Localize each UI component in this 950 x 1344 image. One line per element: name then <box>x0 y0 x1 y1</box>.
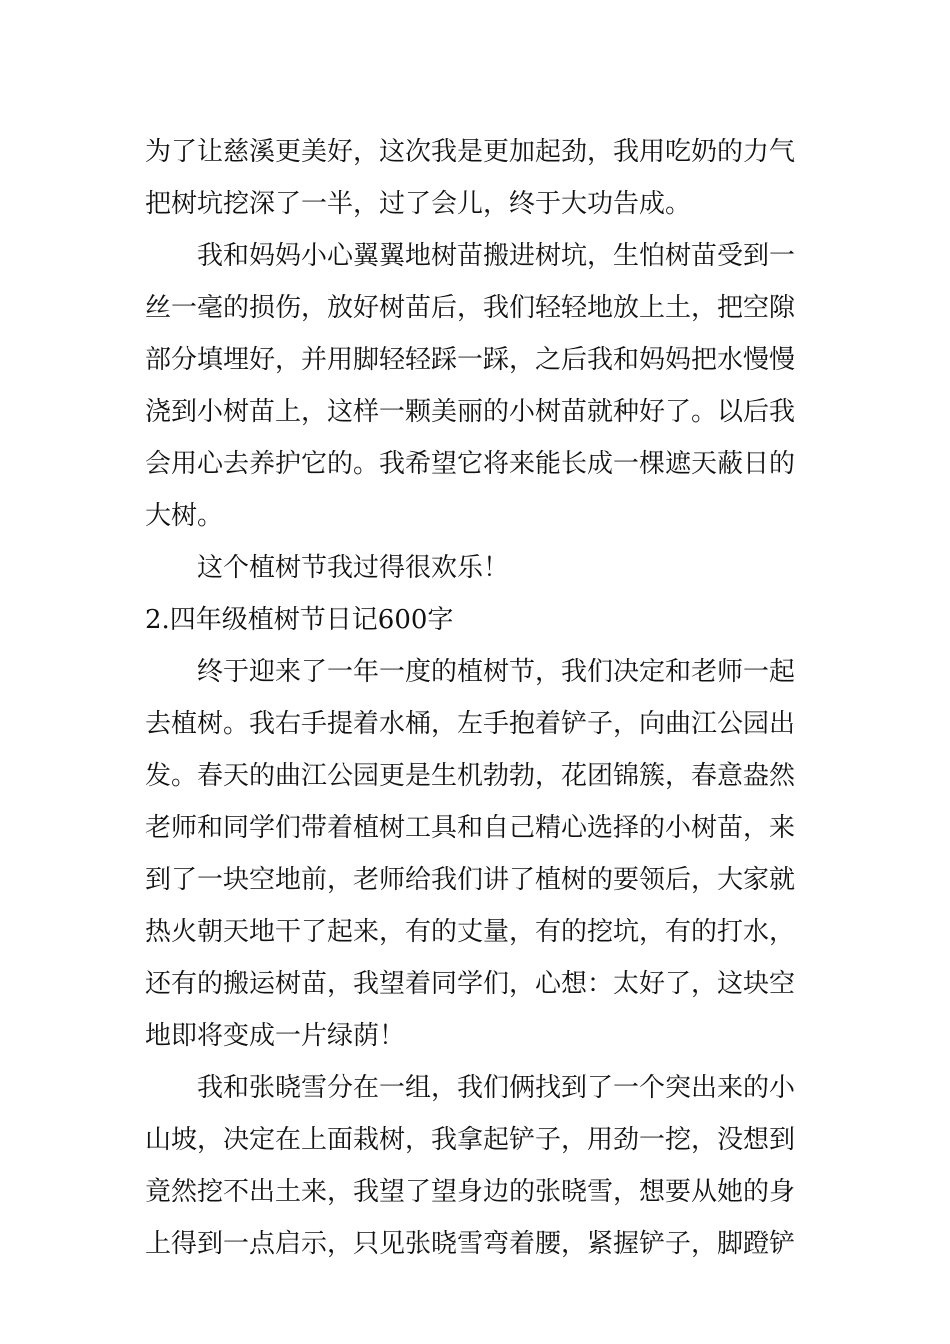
paragraph-2: 我和妈妈小心翼翼地树苗搬进树坑，生怕树苗受到一丝一毫的损伤，放好树苗后，我们轻轻地放上土，把空隙部分填埋好，并用脚轻轻踩一踩，之后我和妈妈把水慢慢浇到小树苗上，这样一颗美丽的小树苗就种好了。以后我会用心去养护它的。我希望它将来能长成一棵遮天蔽日的大树。 <box>145 241 796 531</box>
section-paragraph-2: 我和张晓雪分在一组，我们俩找到了一个突出来的小山坡，决定在上面栽树，我拿起铲子，用劲一挖，没想到竟然挖不出土来，我望了望身边的张晓雪，想要从她的身上得到一点启示，只见张晓雪弯着腰，紧握铲子，脚蹬铲 <box>145 1073 796 1259</box>
section-paragraph-1: 终于迎来了一年一度的植树节，我们决定和老师一起去植树。我右手提着水桶，左手抱着铲子，向曲江公园出发。春天的曲江公园更是生机勃勃，花团锦簇，春意盎然老师和同学们带着植树工具和自己精心选择的小树苗，来到了一块空地前，老师给我们讲了植树的要领后，大家就热火朝天地干了起来，有的丈量，有的挖坑，有的打水，还有的搬运树苗，我望着同学们，心想：太好了，这块空地即将变成一片绿荫！ <box>145 657 796 1051</box>
paragraph-1: 为了让慈溪更美好，这次我是更加起劲，我用吃奶的力气把树坑挖深了一半，过了会儿，终于大功告成。 <box>145 137 796 219</box>
paragraph-3: 这个植树节我过得很欢乐！ <box>145 553 510 583</box>
section-title: 2.四年级植树节日记600字 <box>145 605 454 635</box>
document-body <box>145 126 810 1270</box>
